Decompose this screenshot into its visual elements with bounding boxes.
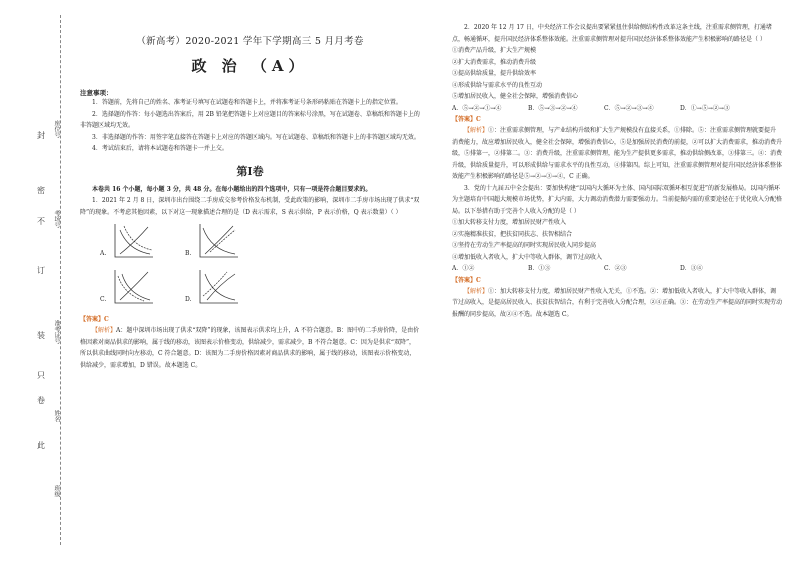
admission-number-label: 准考证号	[53, 320, 60, 344]
notice-item: 3．非选择题的作答：用签字笔直接答在答题卡上对应的答题区域内。写在试题卷、草稿纸和答题卡上的非答题区域均无效。	[92, 133, 420, 141]
question-2-text: 2．2020 年 12 月 17 日，中央经济工作会议提出要紧紧扭住供给侧结构性改革这条主线，注重需求侧管理，打通堵点，畅通循环，提升国民经济体系整体效能。注重需求侧管理对提升国民经济体系整体效能产生积极影响的路径是（ ）	[452, 24, 772, 43]
binding-char: 密	[37, 186, 45, 195]
graph-label-b: B.	[185, 250, 192, 257]
notice-item: 4．考试结束后，请将本试题卷和答题卡一并上交。	[92, 145, 228, 152]
binding-char: 只	[37, 371, 45, 380]
name-label: 姓名	[53, 410, 60, 422]
q2-option-c: C．⑤→②→③→④	[604, 104, 654, 112]
q2-analysis-label: 【解析】	[464, 127, 489, 134]
binding-char: 此	[37, 441, 45, 450]
binding-char: 封	[37, 131, 45, 140]
exam-room-label: 考场号	[53, 210, 60, 228]
graph-b	[195, 222, 240, 260]
q3-option-a: A．①②	[452, 265, 475, 272]
section-intro: 本卷共 16 个小题，每小题 3 分，共 48 分。在每小题给出的四个选项中，只有一项是符合题目要求的。	[92, 185, 372, 193]
q2-item: ④形成供给与需求水平的良性互动	[452, 81, 543, 89]
q3-item: ②实施精准扶贫，把扶贫同扶志、扶智相结合	[452, 230, 573, 238]
question-1-text: 1．2021 年 2 月 8 日，深圳市出台围绕二手房成交参考价格发布机制，受此政策的影响，深圳市二手房市场出现了供求“双降”的现象。不考虑其他因素，以下对这一现象描述合理的是（D 表示需求，S 表示供给，P 表示价格，Q 表示数量）（ ）	[80, 197, 420, 216]
right-column	[452, 8, 782, 320]
seat-number-label: 座位号	[53, 120, 60, 138]
graph-label-c: C.	[100, 296, 107, 303]
graph-label-d: D.	[185, 296, 192, 303]
q2-item: ②扩大消费需求，推动消费升级	[452, 58, 537, 66]
q2-analysis: ①：注重需求侧管理，与产业结构升级和扩大生产规模没有直接关系，①排除。⑤：注重需求侧管理就要提升消费能力，故应增加居民收入，健全社会保障，增强消费信心，⑤是加强居民消费的前提，②可以扩大消费需求，推动消费升级，⑤排第一，②排第二。③：消费升级，注重需求侧管理，能为生产提供更多需求，推动供给侧改革，③排第三。④：消费升级，供给质量提升，可以形成供给与需求水平的良性互动，④排第四。综上可知，注重需求侧管理对提升国民经济体系整体效能产生积极影响的路径是⑤→②→③→④，C 正确。	[452, 127, 783, 180]
binding-char: 不	[37, 217, 45, 226]
notice-title: 注意事项：	[80, 89, 113, 97]
graph-label-a: A.	[100, 250, 107, 257]
q3-option-d: D．③④	[680, 265, 703, 272]
q3-item: ④增加低收入者收入，扩大中等收入群体，调节过高收入	[452, 253, 603, 261]
q1-analysis-label: 【解析】	[92, 327, 117, 334]
exam-title: （新高考）2020-2021 学年下学期高三 5 月月考卷	[136, 36, 364, 47]
q1-analysis: A：题中深圳市场出现了供求“双降”的现象，该图表示供求均上升，A 不符合题意。B：图中的二手房价降，是由价格因素对商品供求的影响，属于线的移动，该图表示价格变动，供给减少，需求减少，B 不符合题意。C：因为是供求“双降”，所以供求曲线同时向左移动，C 符合题意。D：该图为二手房价格因素对商品供求的影响，属于线的移动，该图表示价格变动，供给减少，需求增加，D 错误。故本题选 C。	[80, 327, 420, 369]
binding-char: 装	[37, 331, 45, 340]
binding-char: 订	[37, 266, 45, 275]
q3-option-b: B．①③	[528, 265, 551, 272]
class-label: 班级	[53, 485, 60, 497]
q2-option-a: A．⑤→②→①→④	[452, 104, 502, 112]
q1-graphs	[100, 220, 280, 312]
q1-answer: 【答案】C	[80, 316, 109, 323]
question-3-text: 3．党的十九届五中全会提出：要加快构建“以国内大循环为主体、国内国际双循环相互促进”的新发展格局。以国内循环为主题培育中国超大规模市场优势，扩大内需，大力调动消费潜力需要强动力。当前提振内需的重要途径在于优化收入分配格局。以下举措有助于完善个人收入分配的是（ ）	[452, 184, 783, 215]
q3-options	[452, 263, 782, 275]
graph-d	[195, 268, 240, 306]
left-column	[80, 8, 420, 371]
notice-item: 2．选择题的作答：每小题选出答案后，用 2B 铅笔把答题卡上对应题目的答案标号涂黑，写在试题卷、草稿纸和答题卡上的非答题区域均无效。	[80, 110, 420, 129]
q3-analysis-label: 【解析】	[464, 287, 489, 295]
binding-dashed-line	[60, 15, 61, 545]
q3-item: ①加大转移支付力度，增加居民财产性收入	[452, 219, 567, 226]
section-title: 第Ⅰ卷	[236, 164, 264, 178]
q2-option-b: B．⑤→③→②→④	[528, 104, 578, 112]
q3-answer: 【答案】C	[452, 276, 481, 284]
q2-answer: 【答案】C	[452, 116, 481, 123]
subject-title: 政 治 （A）	[191, 57, 309, 75]
q2-item: ⑤增加居民收入，健全社会保障，增强消费信心	[452, 93, 579, 100]
q2-item: ①消费产品升级，扩大生产规模	[452, 47, 537, 54]
q3-analysis: ①：加大转移支付力度，增加居民财产性收入无关，①不选。②：增加低收入者收入，扩大中等收入群体，调节过高收入，是提高居民收入、扶贫扶智结合，有利于完善收入分配合理，②④正确。③：在劳动生产率提高的同时实现劳动报酬的同步提高，故②④不选。故本题选 C。	[452, 287, 783, 318]
q3-option-c: C．②③	[604, 265, 627, 272]
binding-char: 卷	[37, 396, 45, 405]
graph-a	[110, 222, 155, 260]
notice-item: 1．答题前，先将自己的姓名、准考证号填写在试题卷和答题卡上，并将准考证号条形码粘贴在答题卡上的指定位置。	[92, 99, 402, 106]
q2-options	[452, 103, 782, 115]
graph-c	[110, 268, 155, 306]
q3-item: ③坚持在劳动生产率提高的同时实现居民收入同步提高	[452, 242, 597, 249]
binding-strip	[0, 0, 75, 562]
q2-option-d: D．①→⑤→②→③	[680, 104, 730, 112]
q2-item: ③提高供给质量，提升供给效率	[452, 70, 537, 77]
